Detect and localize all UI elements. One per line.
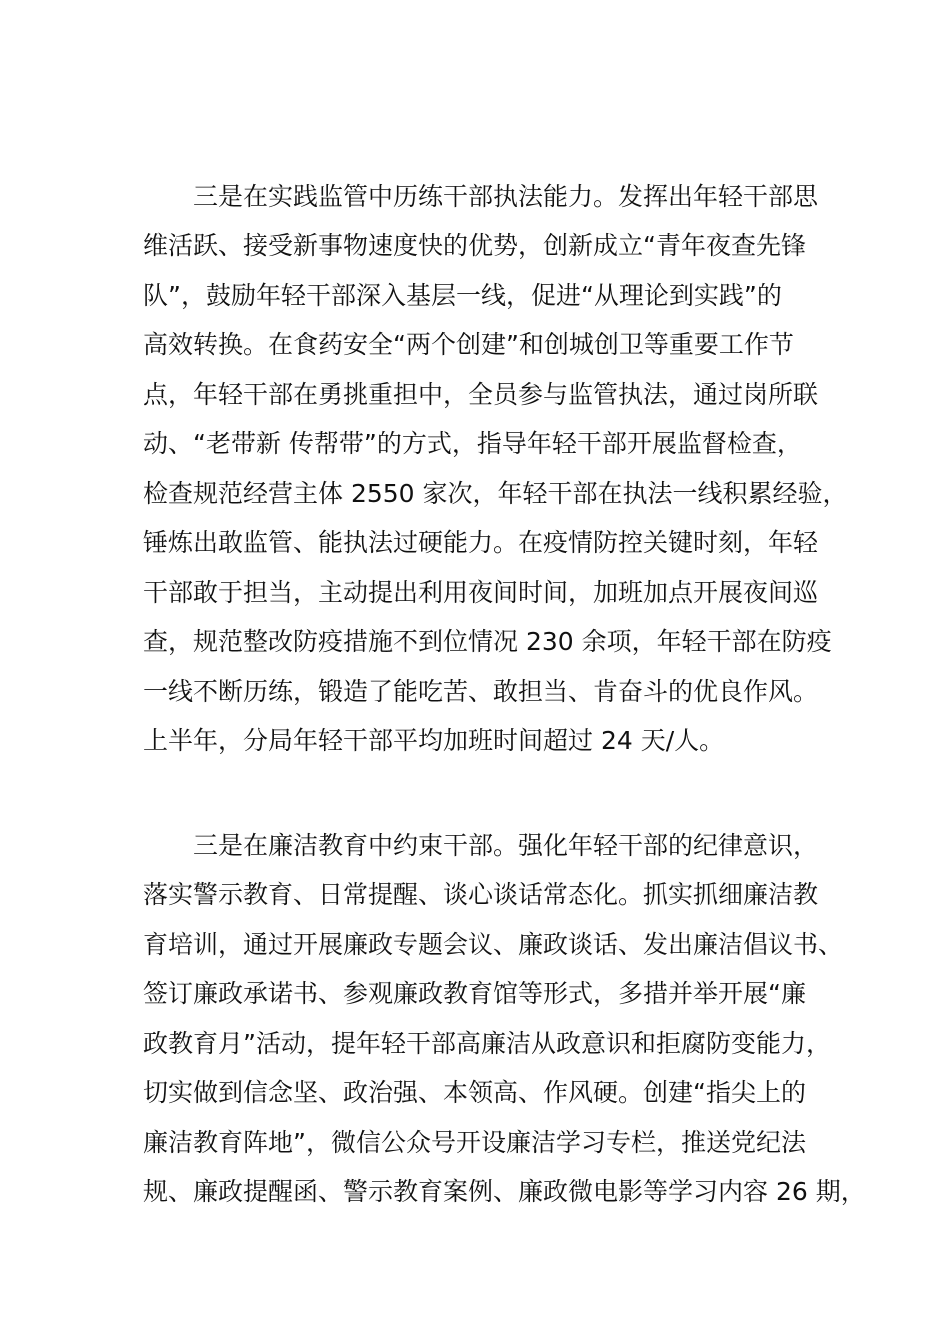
text-line: 锤炼出敢监管、能执法过硬能力。在疫情防控关键时刻，年轻 [143,528,819,557]
text-line: 上半年，分局年轻干部平均加班时间超过 24 天/人。 [143,726,725,755]
text-line: 签订廉政承诺书、参观廉政教育馆等形式，多措并举开展“廉 [143,979,806,1008]
text-line: 规、廉政提醒函、警示教育案例、廉政微电影等学习内容 26 期， [143,1177,866,1206]
text-line: 查，规范整改防疫措施不到位情况 230 余项，年轻干部在防疫 [143,627,832,656]
text-line: 维活跃、接受新事物速度快的优势，创新成立“青年夜查先锋 [143,231,806,260]
text-line: 检查规范经营主体 2550 家次，年轻干部在执法一线积累经验， [143,479,848,508]
text-line: 队”，鼓励年轻干部深入基层一线，促进“从理论到实践”的 [143,281,782,310]
text-line: 廉洁教育阵地”，微信公众号开设廉洁学习专栏，推送党纪法 [143,1128,806,1157]
text-line: 三是在廉洁教育中约束干部。强化年轻干部的纪律意识， [193,831,819,860]
text-line: 动、“老带新 传帮带”的方式，指导年轻干部开展监督检查， [143,429,802,458]
text-line: 政教育月”活动，提年轻干部高廉洁从政意识和拒腐防变能力， [143,1029,831,1058]
text-line: 三是在实践监管中历练干部执法能力。发挥出年轻干部思 [193,182,819,211]
text-line: 干部敢于担当，主动提出利用夜间时间，加班加点开展夜间巡 [143,578,819,607]
text-line: 切实做到信念坚、政治强、本领高、作风硬。创建“指尖上的 [143,1078,806,1107]
text-line: 高效转换。在食药安全“两个创建”和创城创卫等重要工作节 [143,330,794,359]
text-line: 落实警示教育、日常提醒、谈心谈话常态化。抓实抓细廉洁教 [143,880,819,909]
text-line: 点，年轻干部在勇挑重担中，全员参与监管执法，通过岗所联 [143,380,819,409]
text-line: 一线不断历练，锻造了能吃苦、敢担当、肯奋斗的优良作风。 [143,677,819,706]
text-line: 育培训，通过开展廉政专题会议、廉政谈话、发出廉洁倡议书、 [143,930,844,959]
